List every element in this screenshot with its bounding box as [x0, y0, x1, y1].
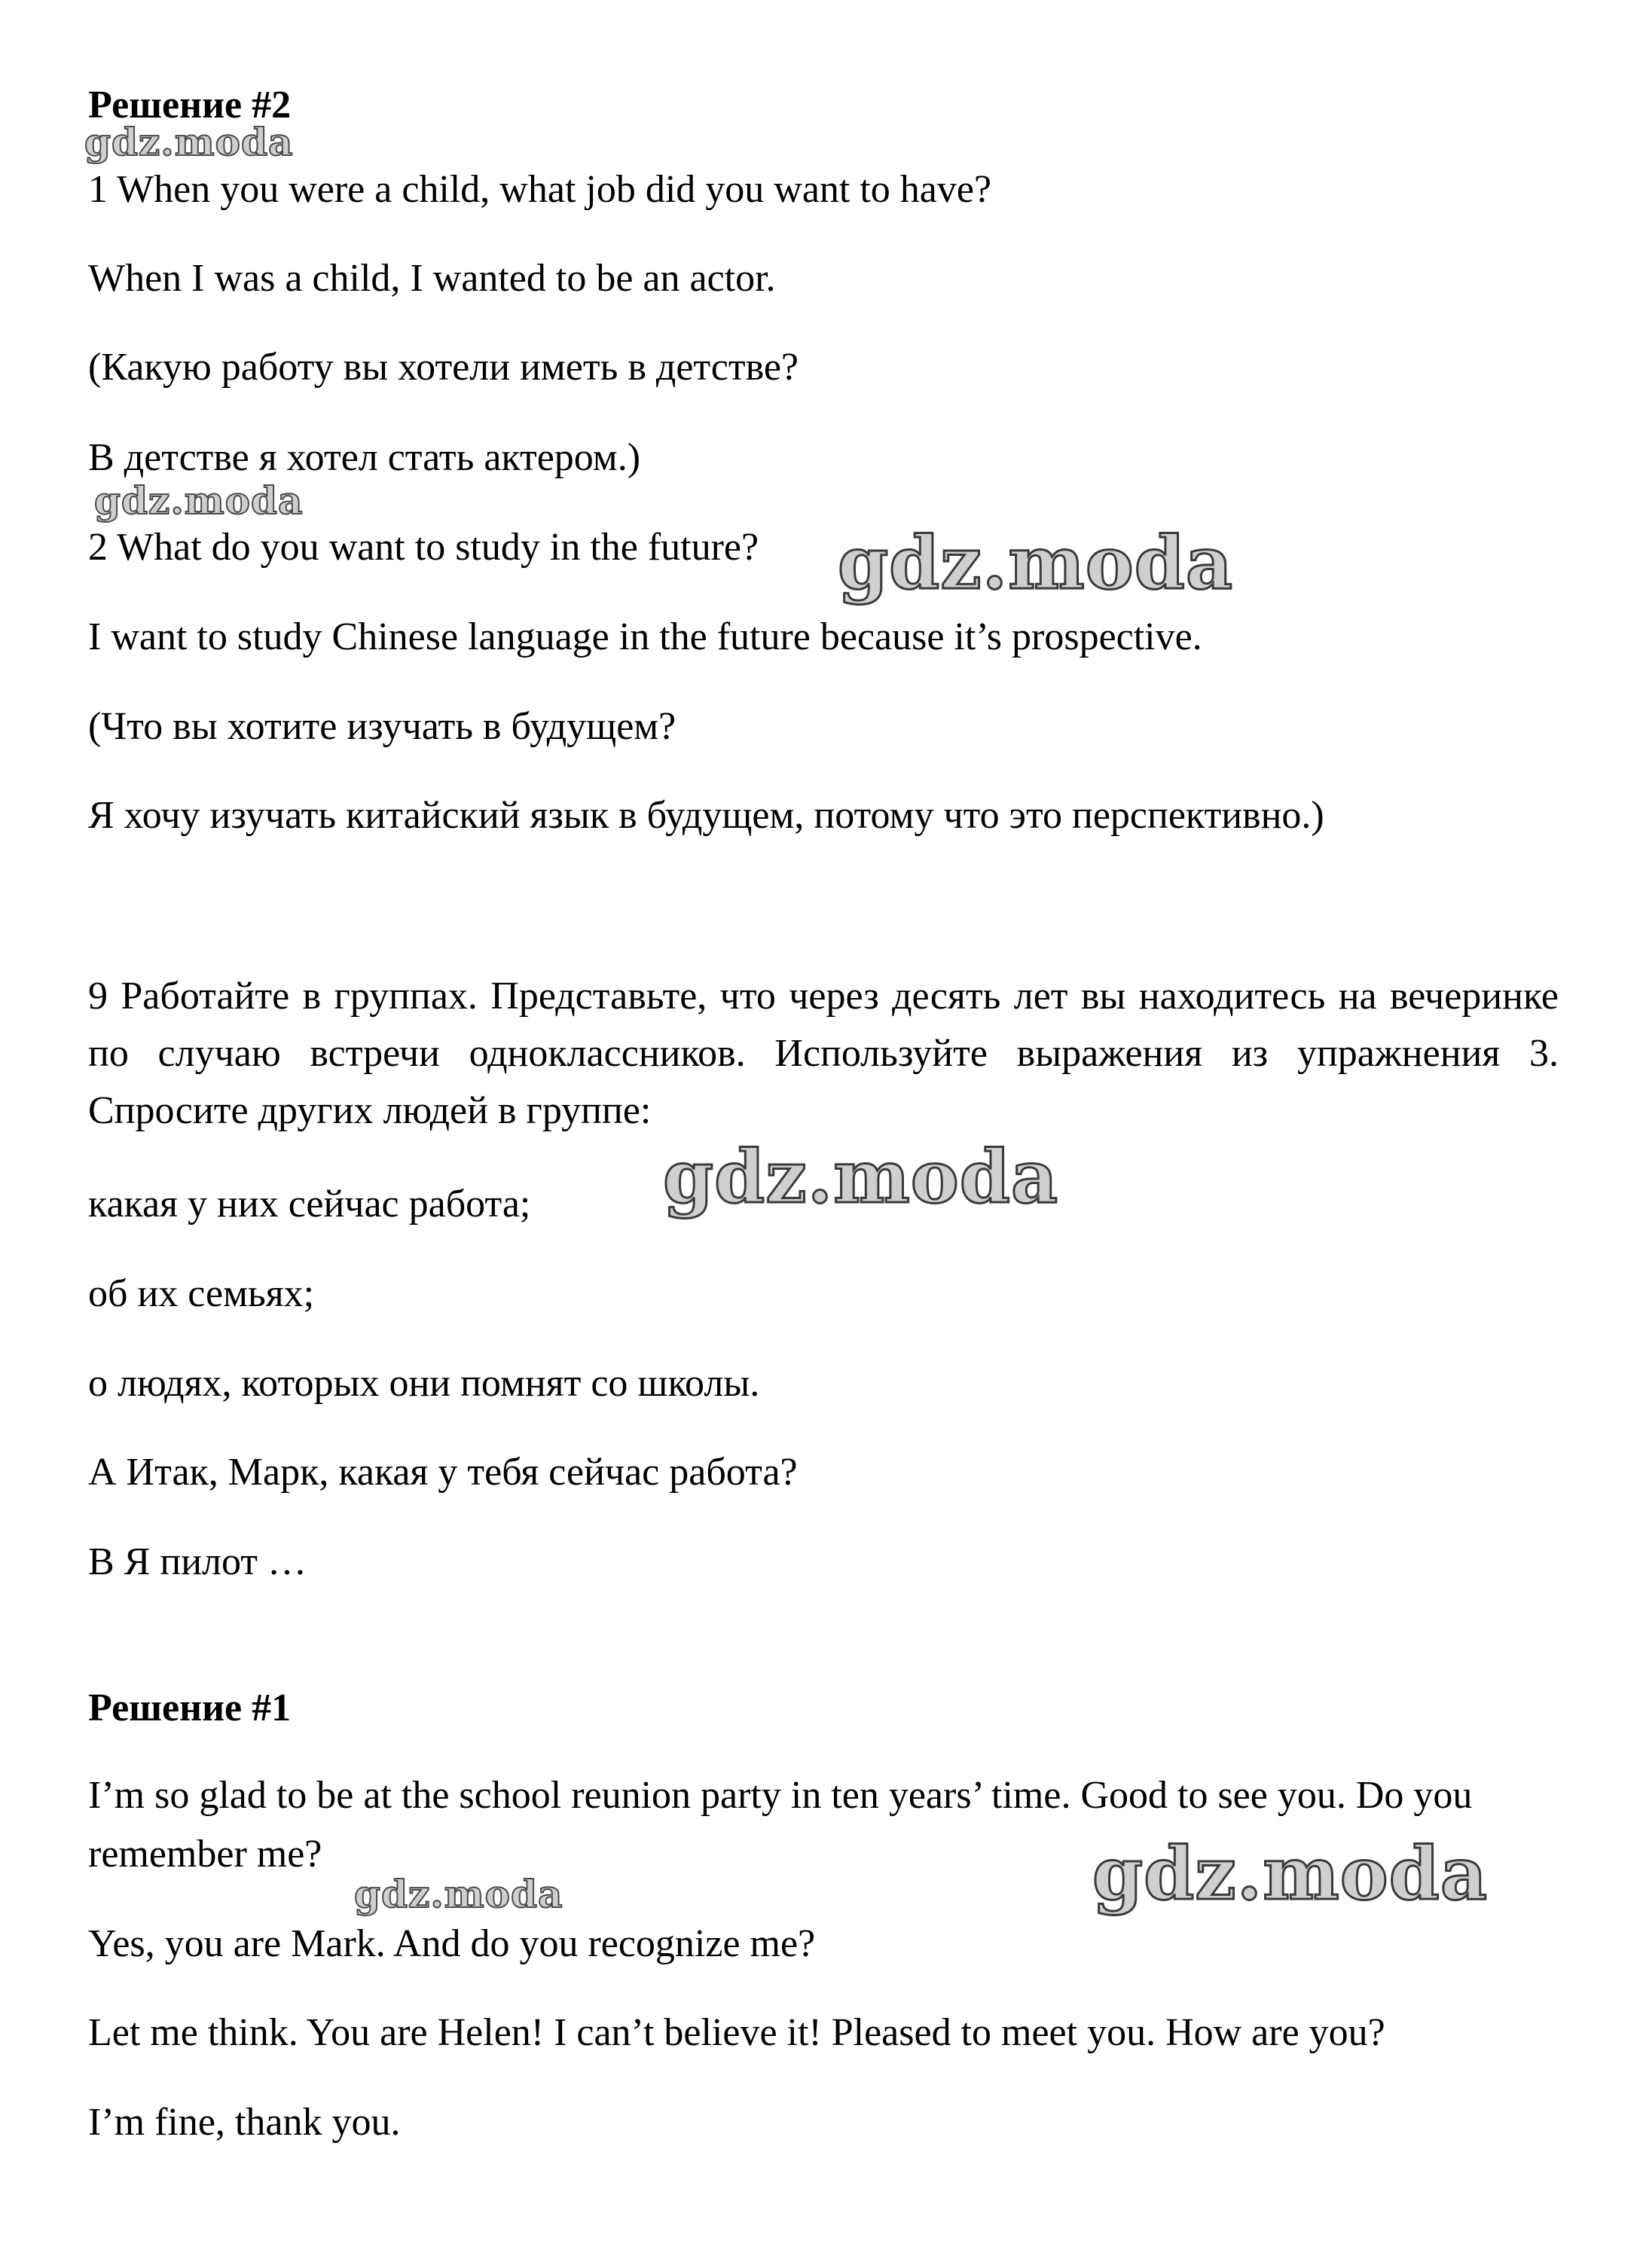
reunion-reply-1: Yes, you are Mark. And do you recognize me? — [88, 1922, 816, 1965]
solution-1-heading: Решение #1 — [88, 1687, 292, 1729]
task-9-item-people: о людях, которых они помнят со школы. — [88, 1362, 760, 1405]
solution-2-heading: Решение #2 — [88, 84, 292, 127]
answer-1: When I was a child, I wanted to be an actor. — [88, 257, 776, 300]
dialogue-line-b: В Я пилот … — [88, 1540, 307, 1583]
dialogue-line-a: А Итак, Марк, какая у тебя сейчас работа? — [88, 1451, 798, 1494]
question-1-translation: (Какую работу вы хотели иметь в детстве? — [88, 346, 799, 389]
task-9-item-job: какая у них сейчас работа; — [88, 1183, 531, 1226]
answer-2-translation: Я хочу изучать китайский язык в будущем, потому что это перспективно.) — [88, 794, 1324, 837]
watermark-logo: gdz.moda — [838, 520, 1234, 606]
question-2-translation: (Что вы хотите изучать в будущем? — [88, 705, 676, 748]
question-1: 1 When you were a child, what job did you want to have? — [88, 168, 992, 211]
watermark-logo: gdz.moda — [84, 120, 294, 164]
watermark-logo: gdz.moda — [1092, 1831, 1489, 1916]
reunion-greeting: I’m so glad to be at the school reunion party in ten years’ time. Good to see you. Do you remember me? — [88, 1774, 1473, 1876]
watermark-logo: gdz.moda — [663, 1134, 1059, 1219]
answer-2: I want to study Chinese language in the future because it’s prospective. — [88, 615, 1202, 658]
question-2: 2 What do you want to study in the future? — [88, 526, 759, 569]
task-9-instructions: 9 Работайте в группах. Представьте, что через десять лет вы находитесь на вечеринке по случаю встречи одноклассников. Используйте выражения из упражнения 3. Спросите других людей в группе: — [88, 975, 1559, 1132]
watermark-logo: gdz.moda — [354, 1872, 563, 1916]
task-9-item-families: об их семьях; — [88, 1272, 315, 1315]
answer-1-translation: В детстве я хотел стать актером.) — [88, 436, 641, 479]
reunion-reply-3: I’m fine, thank you. — [88, 2101, 401, 2144]
reunion-reply-2: Let me think. You are Helen! I can’t believe it! Pleased to meet you. How are you? — [88, 2011, 1385, 2054]
watermark-logo: gdz.moda — [94, 478, 304, 523]
